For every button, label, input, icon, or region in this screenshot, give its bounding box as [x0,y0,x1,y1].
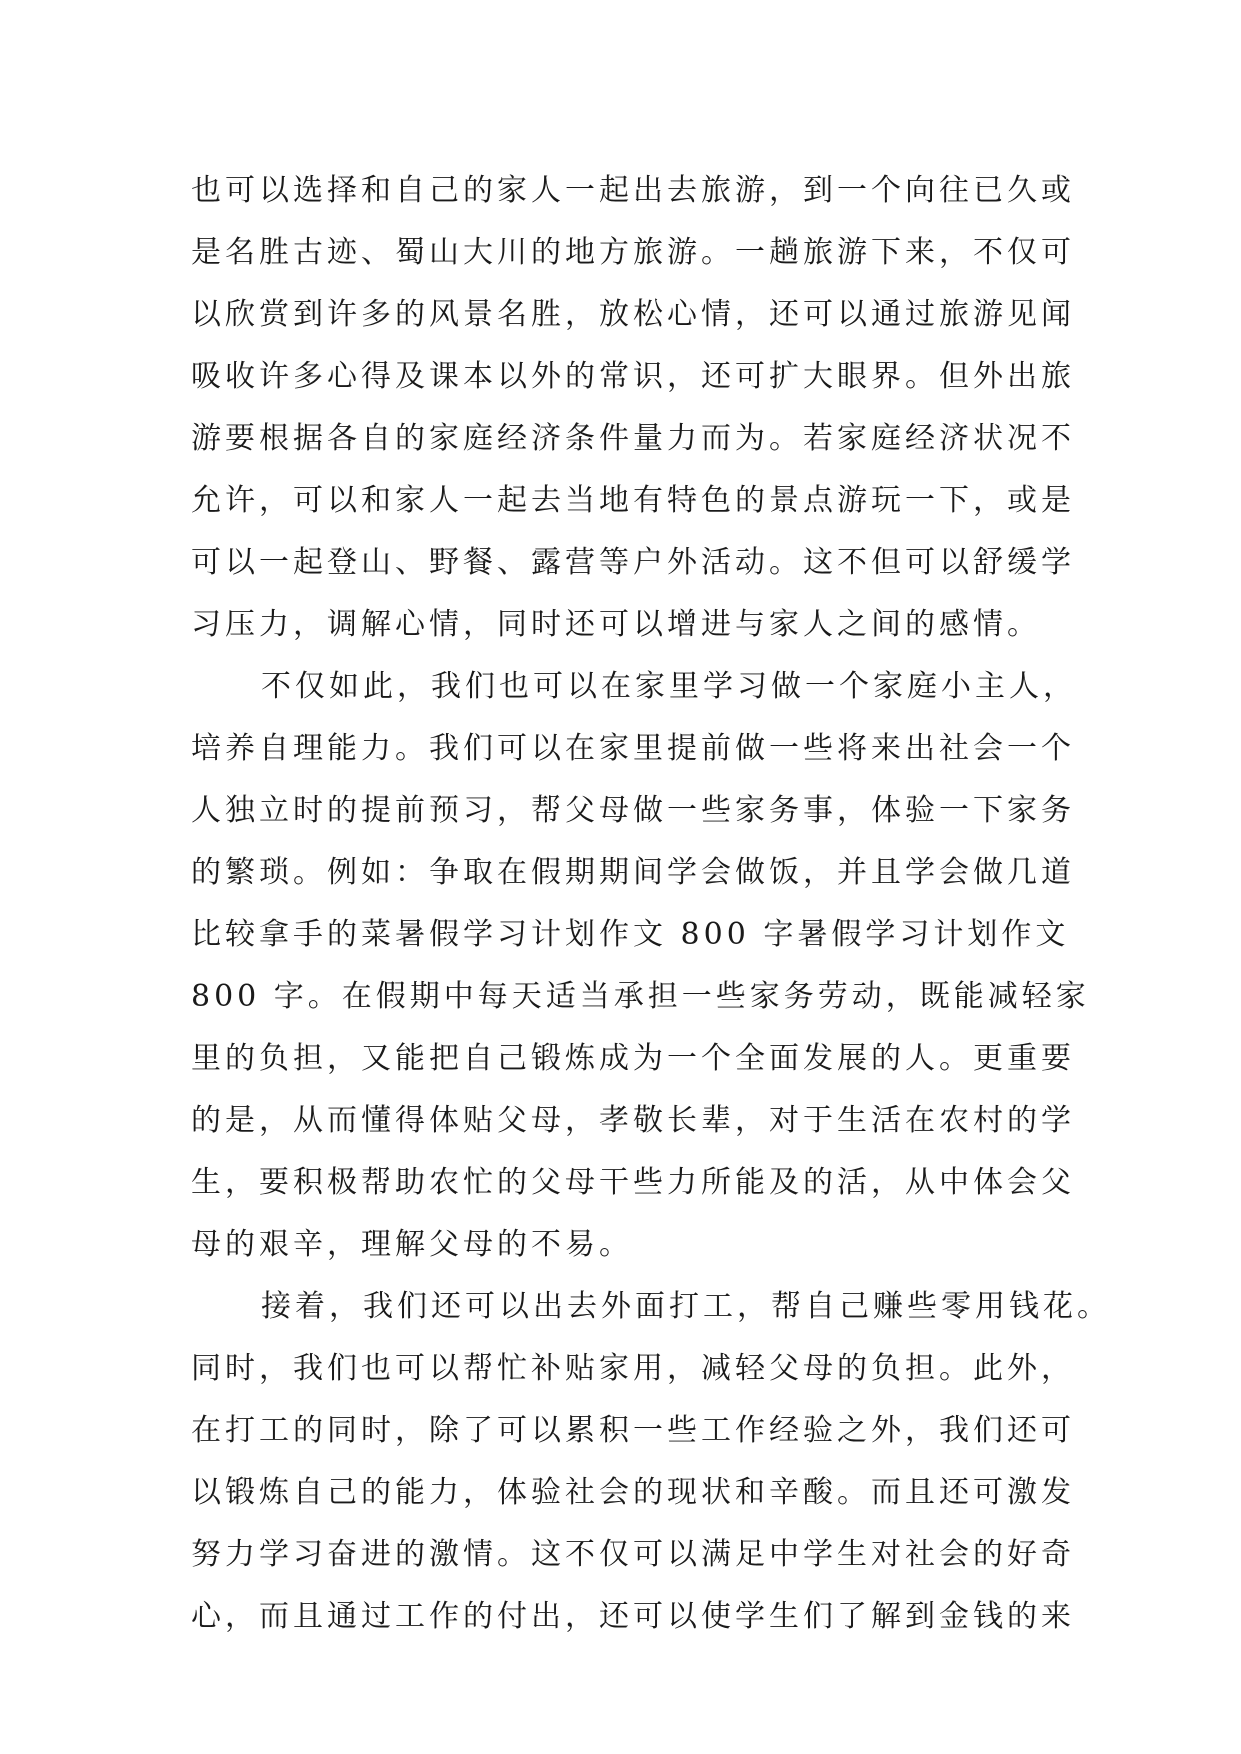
text-line: 的是，从而懂得体贴父母，孝敬长辈，对于生活在农村的学 [191,1103,1075,1138]
text-line: 在打工的同时，除了可以累积一些工作经验之外，我们还可 [191,1413,1075,1448]
text-line: 努力学习奋进的激情。这不仅可以满足中学生对社会的好奇 [191,1537,1075,1572]
text-line: 比较拿手的菜暑假学习计划作文 800 字暑假学习计划作文 [191,917,1070,952]
text-line: 心，而且通过工作的付出，还可以使学生们了解到金钱的来 [191,1599,1075,1634]
text-line: 游要根据各自的家庭经济条件量力而为。若家庭经济状况不 [191,421,1075,456]
text-line: 也可以选择和自己的家人一起出去旅游，到一个向往已久或 [191,173,1075,208]
text-line: 里的负担，又能把自己锻炼成为一个全面发展的人。更重要 [191,1041,1075,1076]
text-line: 800 字。在假期中每天适当承担一些家务劳动，既能减轻家 [191,979,1090,1014]
text-line: 培养自理能力。我们可以在家里提前做一些将来出社会一个 [191,731,1075,766]
text-line: 人独立时的提前预习，帮父母做一些家务事，体验一下家务 [191,793,1075,828]
text-line: 生，要积极帮助农忙的父母干些力所能及的活，从中体会父 [191,1165,1075,1200]
text-line: 以锻炼自己的能力，体验社会的现状和辛酸。而且还可激发 [191,1475,1075,1510]
text-line: 以欣赏到许多的风景名胜，放松心情，还可以通过旅游见闻 [191,297,1075,332]
paragraph-start-line: 接着，我们还可以出去外面打工，帮自己赚些零用钱花。 [261,1289,1111,1324]
text-line: 是名胜古迹、蜀山大川的地方旅游。一趟旅游下来，不仅可 [191,235,1075,270]
text-line: 可以一起登山、野餐、露营等户外活动。这不但可以舒缓学 [191,545,1075,580]
text-line: 吸收许多心得及课本以外的常识，还可扩大眼界。但外出旅 [191,359,1075,394]
text-line: 同时，我们也可以帮忙补贴家用，减轻父母的负担。此外， [191,1351,1075,1386]
document-body [191,160,1111,1648]
text-line: 母的艰辛，理解父母的不易。 [191,1227,633,1262]
text-line: 允许，可以和家人一起去当地有特色的景点游玩一下，或是 [191,483,1075,518]
text-line: 的繁琐。例如：争取在假期期间学会做饭，并且学会做几道 [191,855,1075,890]
text-line: 习压力，调解心情，同时还可以增进与家人之间的感情。 [191,607,1041,642]
paragraph-start-line: 不仅如此，我们也可以在家里学习做一个家庭小主人， [261,669,1077,704]
